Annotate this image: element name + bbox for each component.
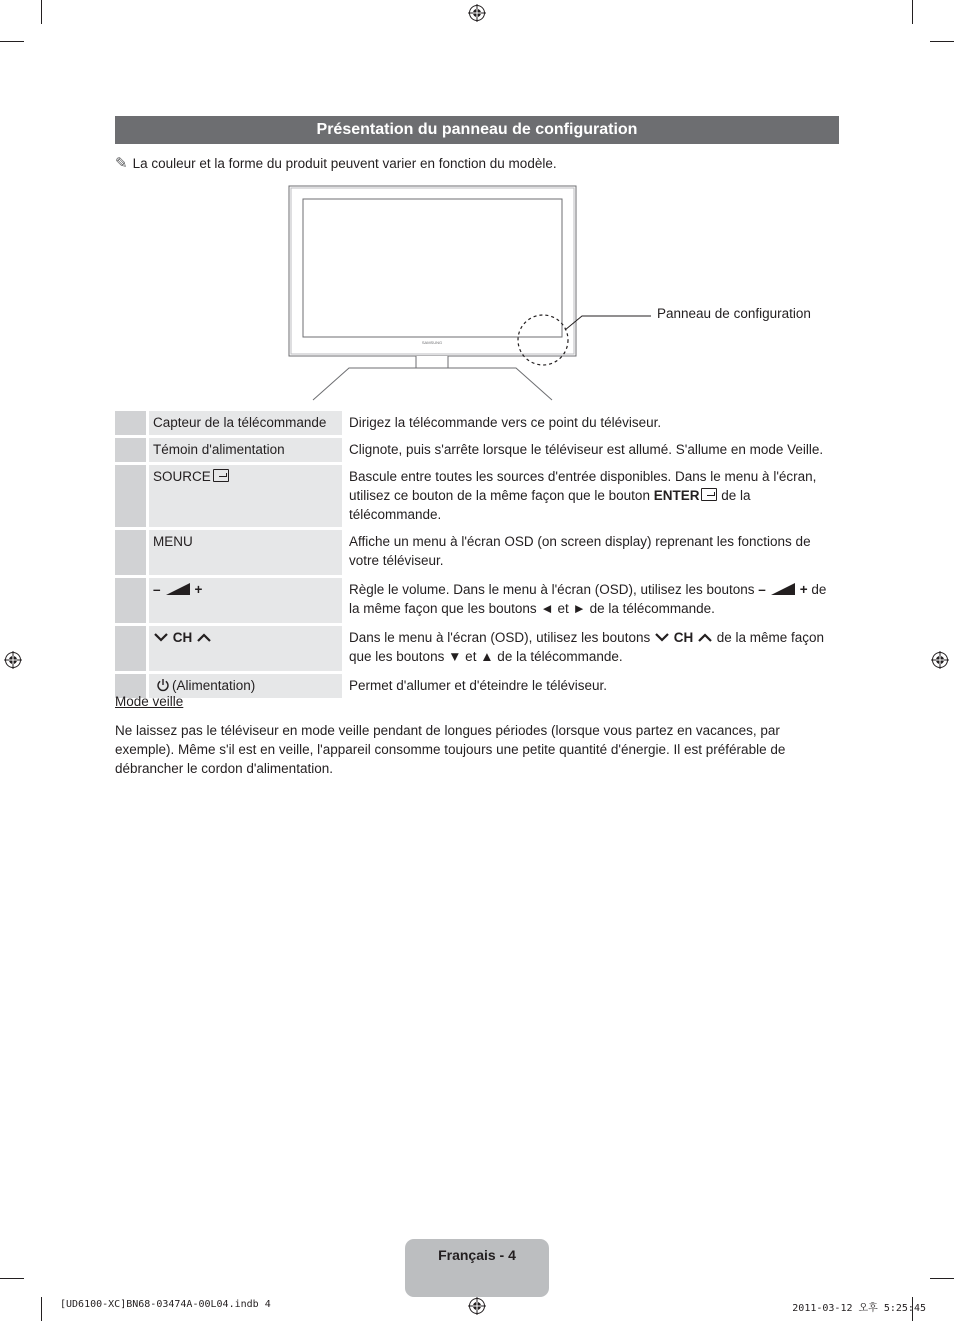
chevron-down-icon (153, 632, 169, 643)
slug-left: [UD6100-XC]BN68-03474A-00L04.indb 4 (60, 1299, 271, 1310)
crop-mark (930, 41, 954, 42)
row-key (148, 577, 344, 625)
row-desc-text: Bascule entre toutes les sources d'entrée disponibles. Dans le menu à l'écran, utilisez ce bouton de la même façon que le bouton (349, 469, 817, 503)
crop-mark (41, 1297, 42, 1321)
volume-icon (771, 583, 795, 595)
note (115, 154, 557, 172)
table-row (115, 577, 839, 625)
section-title: Présentation du panneau de configuration (316, 121, 638, 138)
enter-icon (701, 488, 717, 501)
crop-mark (0, 41, 24, 42)
row-key (148, 464, 344, 529)
row-marker (115, 625, 148, 673)
channel-label: CH (673, 630, 694, 645)
row-key-label: SOURCE (153, 469, 211, 484)
row-key (148, 625, 344, 673)
note-text: La couleur et la forme du produit peuvent varier en fonction du modèle. (132, 155, 557, 171)
row-desc-text: Règle le volume. Dans le menu à l'écran (OSD), utilisez les boutons (349, 582, 759, 597)
chevron-up-icon (196, 632, 212, 643)
minus-symbol: – (758, 582, 766, 597)
slug-right: 2011-03-12 오후 5:25:45 (792, 1303, 926, 1314)
row-key: Capteur de la télécommande (148, 411, 344, 437)
control-panel-table (115, 411, 839, 701)
row-key: Témoin d'alimentation (148, 437, 344, 464)
row-marker (115, 529, 148, 577)
tv-screen (303, 199, 562, 337)
table-row (115, 625, 839, 673)
registration-mark-icon (468, 1297, 486, 1315)
registration-mark-icon (931, 651, 949, 669)
table-row (115, 411, 839, 437)
row-desc: Affiche un menu à l'écran OSD (on screen display) reprenant les fonctions de votre téléviseur. (344, 529, 840, 577)
callout-label: Panneau de configuration (657, 306, 811, 321)
row-desc-text: de la même façon que les boutons ▼ et ▲ de la télécommande. (349, 630, 825, 664)
crop-mark (930, 1278, 954, 1279)
enter-icon (213, 469, 229, 482)
row-desc: Clignote, puis s'arrête lorsque le téléviseur est allumé. S'allume en mode Veille. (344, 437, 840, 464)
crop-mark (0, 1278, 24, 1279)
plus-symbol: + (194, 582, 203, 597)
row-marker (115, 577, 148, 625)
crop-mark (41, 0, 42, 24)
row-desc (344, 464, 840, 529)
row-desc (344, 577, 840, 625)
standby-text: Ne laissez pas le téléviseur en mode veille pendant de longues périodes (lorsque vous partez en vacances, par exemple). Même s'il est en veille, l'appareil consomme toujours une petite quantité d'énergie. Il est préférable de débrancher le cordon d'alimentation. (115, 723, 786, 776)
registration-mark-icon (4, 651, 22, 669)
crop-mark (912, 0, 913, 24)
table-row (115, 437, 839, 464)
row-desc-text: Dans le menu à l'écran (OSD), utilisez les boutons (349, 630, 654, 645)
plus-symbol: + (799, 582, 808, 597)
row-key: MENU (148, 529, 344, 577)
row-desc-text: de la télécommande. (349, 488, 751, 522)
standby-title: Mode veille (115, 694, 184, 709)
row-desc-text: de la même façon que les boutons ◄ et ► de la télécommande. (349, 582, 827, 616)
row-marker (115, 464, 148, 529)
tv-diagram (285, 182, 825, 404)
chevron-up-icon (697, 632, 713, 643)
row-key-label: (Alimentation) (172, 678, 256, 693)
pencil-note-icon: ✎ (115, 155, 128, 172)
enter-label: ENTER (653, 488, 700, 503)
page-number-tab (405, 1239, 549, 1297)
section-header (115, 116, 839, 144)
tv-stand (313, 368, 552, 400)
callout-line (565, 316, 651, 330)
row-desc: Permet d'allumer et d'éteindre le téléviseur. (344, 673, 840, 700)
row-marker (115, 411, 148, 437)
table-row (115, 673, 839, 700)
minus-symbol: – (153, 582, 161, 597)
row-marker (115, 437, 148, 464)
channel-label: CH (172, 630, 193, 645)
tv-brand-logo: SAMSUNG (421, 340, 443, 345)
power-icon (156, 678, 170, 692)
table-row (115, 464, 839, 529)
row-desc: Dirigez la télécommande vers ce point du téléviseur. (344, 411, 840, 437)
volume-icon (166, 583, 190, 595)
table-row (115, 529, 839, 577)
row-desc (344, 625, 840, 673)
chevron-down-icon (654, 632, 670, 643)
page-number: Français - 4 (438, 1247, 516, 1263)
registration-mark-icon (468, 4, 486, 22)
